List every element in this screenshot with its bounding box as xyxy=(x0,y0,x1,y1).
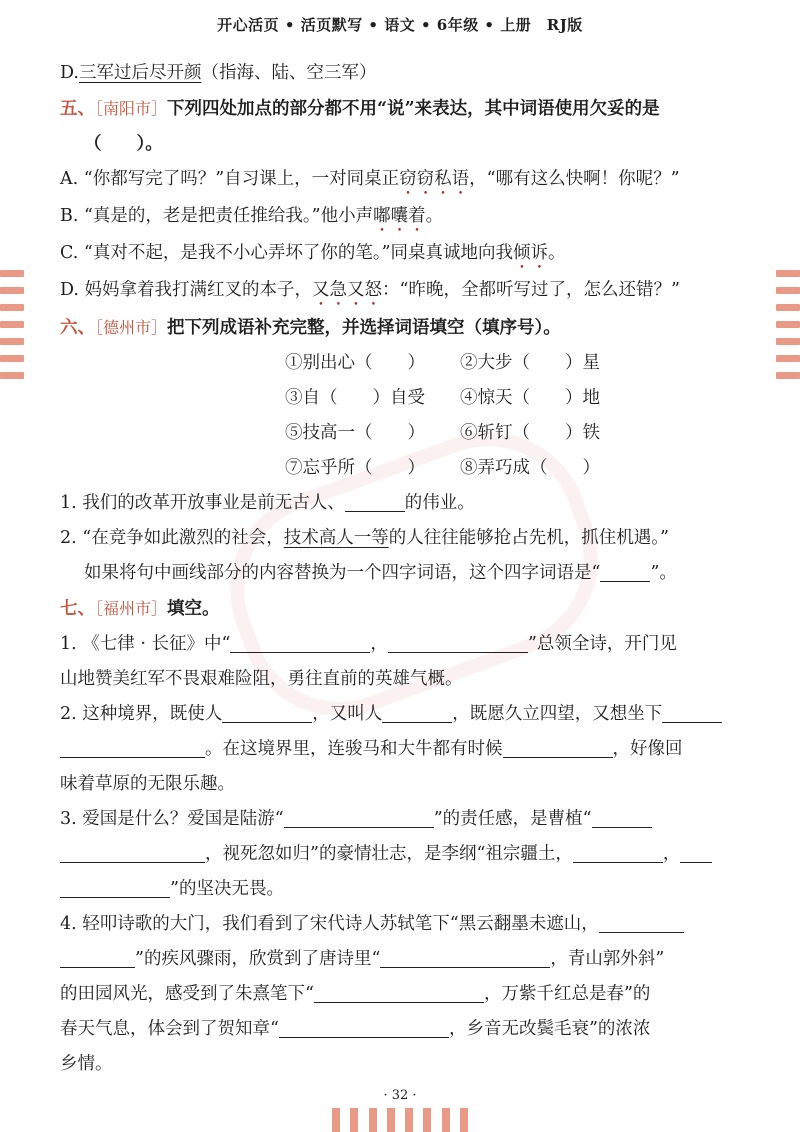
prev-option-d: D.三军过后尽开颜（指海、陆、空三军） xyxy=(60,63,377,83)
answer-blank[interactable] xyxy=(284,807,434,828)
section7-q3-line2: ，视死忽如归”的豪情壮志，是李纲“祖宗疆土， ， xyxy=(60,837,750,872)
idiom-item: ⑤技高一（ ） xyxy=(285,423,425,443)
section7-q4-line4: 春天气息，体会到了贺知章“ ，乡音无改鬓毛衰”的浓浓 xyxy=(60,1019,651,1039)
section5-option-a: A. “你都写完了吗？”自习课上，一对同桌正窃窃私语，“哪有这么快啊！你呢？” xyxy=(60,169,680,189)
answer-blank[interactable] xyxy=(382,702,452,723)
answer-blank[interactable] xyxy=(60,842,205,863)
section5-paren: （ ）。 xyxy=(84,134,163,154)
answer-blank[interactable] xyxy=(573,842,663,863)
section5-heading: 五、［南阳市］下列四处加点的部分都不用“说”来表达，其中词语使用欠妥的是 xyxy=(60,99,660,119)
section7-q2-line3: 味着草原的无限乐趣。 xyxy=(60,774,235,794)
answer-blank[interactable] xyxy=(388,632,528,653)
idiom-item: ③自（ ）自受 xyxy=(285,388,425,408)
answer-blank[interactable] xyxy=(345,491,405,512)
idiom-item: ⑦忘乎所（ ） xyxy=(285,458,425,478)
idiom-item: ④惊天（ ）地 xyxy=(460,388,600,408)
section7-q2-line2: 。在这境界里，连骏马和大牛都有时候 ，好像回 xyxy=(60,732,750,767)
bottom-binding-marks xyxy=(332,1108,468,1132)
section7-q4: 4. 轻叩诗歌的大门，我们看到了宋代诗人苏轼笔下“黑云翻墨未遮山， xyxy=(60,907,750,942)
section7-q3: 3. 爱国是什么？爱国是陆游“ ”的责任感，是曹植“ xyxy=(60,802,750,837)
page-number: · 32 · xyxy=(383,1088,417,1103)
section7-q4-line3: 的田园风光，感受到了朱熹笔下“ ，万紫千红总是春”的 xyxy=(60,984,651,1004)
section5-option-d: D. 妈妈拿着我打满红叉的本子，又急又怒：“昨晚，全都听写过了，怎么还错？” xyxy=(60,280,680,300)
answer-blank[interactable] xyxy=(592,807,652,828)
section7-q4-line2: ”的疾风骤雨，欣赏到了唐诗里“ ，青山郭外斜” xyxy=(60,942,750,977)
section6-heading: 六、［德州市］把下列成语补充完整，并选择词语填空（填序号）。 xyxy=(60,318,561,338)
answer-blank[interactable] xyxy=(599,912,684,933)
section7-q4-line5: 乡情。 xyxy=(60,1054,113,1074)
section6-q2: 2. “在竞争如此激烈的社会，技术高人一等的人往往能够抢占先机，抓住机遇。” xyxy=(60,528,669,548)
answer-blank[interactable] xyxy=(222,702,312,723)
answer-blank[interactable] xyxy=(230,632,370,653)
section7-heading: 七、［福州市］填空。 xyxy=(60,599,220,619)
answer-blank[interactable] xyxy=(60,737,205,758)
worksheet-content xyxy=(60,56,750,1082)
answer-blank[interactable] xyxy=(380,947,550,968)
answer-blank[interactable] xyxy=(60,877,170,898)
answer-blank[interactable] xyxy=(314,982,484,1003)
section5-option-b: B. “真是的，老是把责任推给我。”他小声嘟囔着。 xyxy=(60,206,444,226)
section7-q3-line3: ”的坚决无畏。 xyxy=(60,872,750,907)
idiom-grid xyxy=(285,346,665,486)
right-binding-marks xyxy=(776,270,800,389)
section7-q1-line2: 山地赞美红军不畏艰难险阻，勇往直前的英雄气概。 xyxy=(60,669,463,689)
idiom-item: ①别出心（ ） xyxy=(285,353,425,373)
answer-blank[interactable] xyxy=(662,702,722,723)
idiom-item: ⑧弄巧成（ ） xyxy=(460,458,600,478)
answer-blank[interactable] xyxy=(680,842,712,863)
section7-q2: 2. 这种境界，既使人 ，又叫人 ，既愿久立四望，又想坐下 xyxy=(60,697,750,732)
page-header: 开心活页 • 活页默写 • 语文 • 6年级 • 上册 RJ版 xyxy=(217,16,583,34)
idiom-item: ⑥斩钉（ ）铁 xyxy=(460,423,600,443)
section6-q2-line2: 如果将句中画线部分的内容替换为一个四字词语，这个四字词语是“ ”。 xyxy=(84,563,677,583)
section7-q1: 1. 《七律 · 长征》中“ ， ”总领全诗，开门见 xyxy=(60,634,677,654)
idiom-item: ②大步（ ）星 xyxy=(460,353,600,373)
section5-option-c: C. “真对不起，是我不小心弄坏了你的笔。”同桌真诚地向我倾诉。 xyxy=(60,243,566,263)
answer-blank[interactable] xyxy=(600,561,650,582)
answer-blank[interactable] xyxy=(503,737,613,758)
answer-blank[interactable] xyxy=(279,1017,449,1038)
left-binding-marks xyxy=(0,270,24,389)
answer-blank[interactable] xyxy=(60,947,135,968)
section6-q1: 1. 我们的改革开放事业是前无古人、 的伟业。 xyxy=(60,493,475,513)
